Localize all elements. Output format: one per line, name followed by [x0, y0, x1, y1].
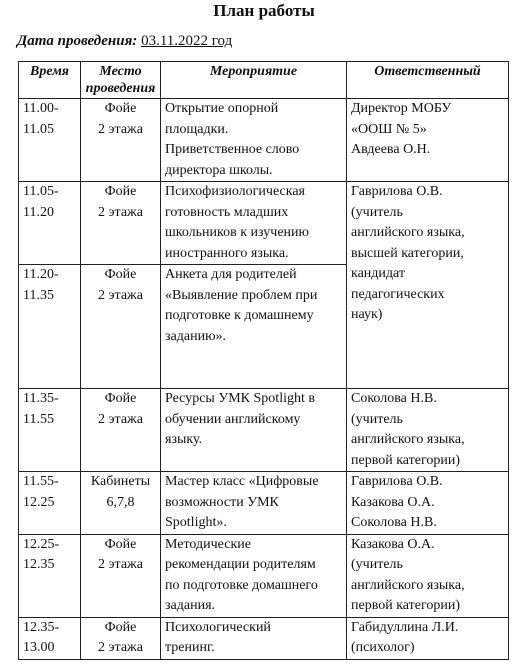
- table-row: [19, 182, 509, 265]
- time-cell: 11.55- 12.25: [19, 472, 81, 535]
- responsible-cell: Габидуллина Л.И. (психолог): [347, 617, 509, 659]
- place-cell: Фойе 2 этажа: [81, 182, 161, 265]
- event-cell: Мастер класс «Цифровые возможности УМК Spotlight».: [161, 472, 347, 535]
- place-cell: Фойе 2 этажа: [81, 389, 161, 472]
- place-cell: Кабинеты 6,7,8: [81, 472, 161, 535]
- date-value: 03.11.2022 год: [141, 33, 233, 49]
- time-cell: 11.35- 11.55: [19, 389, 81, 472]
- place-cell: Фойе 2 этажа: [81, 265, 161, 389]
- time-cell: 11.05- 11.20: [19, 182, 81, 265]
- schedule-table: [18, 61, 509, 660]
- event-cell: Открытие опорной площадки. Приветственное слово директора школы.: [161, 99, 347, 182]
- table-row: [19, 389, 509, 472]
- place-cell: Фойе 2 этажа: [81, 99, 161, 182]
- table-row: [19, 534, 509, 617]
- header-row: [19, 62, 509, 99]
- event-cell: Психологический тренинг.: [161, 617, 347, 659]
- event-cell: Ресурсы УМК Spotlight в обучении английскому языку.: [161, 389, 347, 472]
- responsible-cell: Соколова Н.В. (учитель английского языка, первой категории): [347, 389, 509, 472]
- responsible-cell: Казакова О.А. (учитель английского языка, первой категории): [347, 534, 509, 617]
- date-label: Дата проведения:: [17, 33, 138, 49]
- header-time: Время: [19, 62, 81, 99]
- place-cell: Фойе 2 этажа: [81, 534, 161, 617]
- header-event: Мероприятие: [161, 62, 347, 99]
- place-cell: Фойе 2 этажа: [81, 617, 161, 659]
- time-cell: 12.35- 13.00: [19, 617, 81, 659]
- table-row: [19, 472, 509, 535]
- responsible-cell: Директор МОБУ «ООШ № 5» Авдеева О.Н.: [347, 99, 509, 182]
- time-cell: 11.00- 11.05: [19, 99, 81, 182]
- event-cell: Анкета для родителей «Выявление проблем при подготовке к домашнему заданию».: [161, 265, 347, 389]
- time-cell: 11.20- 11.35: [19, 265, 81, 389]
- table-row: [19, 617, 509, 659]
- table-row: [19, 99, 509, 182]
- header-responsible: Ответственный: [347, 62, 509, 99]
- date-line: [17, 32, 232, 50]
- event-cell: Методические рекомендации родителям по подготовке домашнего задания.: [161, 534, 347, 617]
- event-cell: Психофизиологическая готовность младших школьников к изучению иностранного языка.: [161, 182, 347, 265]
- responsible-cell: Гаврилова О.В. (учитель английского языка, высшей категории, кандидат педагогических наук): [347, 182, 509, 389]
- responsible-cell: Гаврилова О.В. Казакова О.А. Соколова Н.В.: [347, 472, 509, 535]
- header-place: Место проведения: [81, 62, 161, 99]
- page-title: План работы: [213, 1, 315, 20]
- time-cell: 12.25- 12.35: [19, 534, 81, 617]
